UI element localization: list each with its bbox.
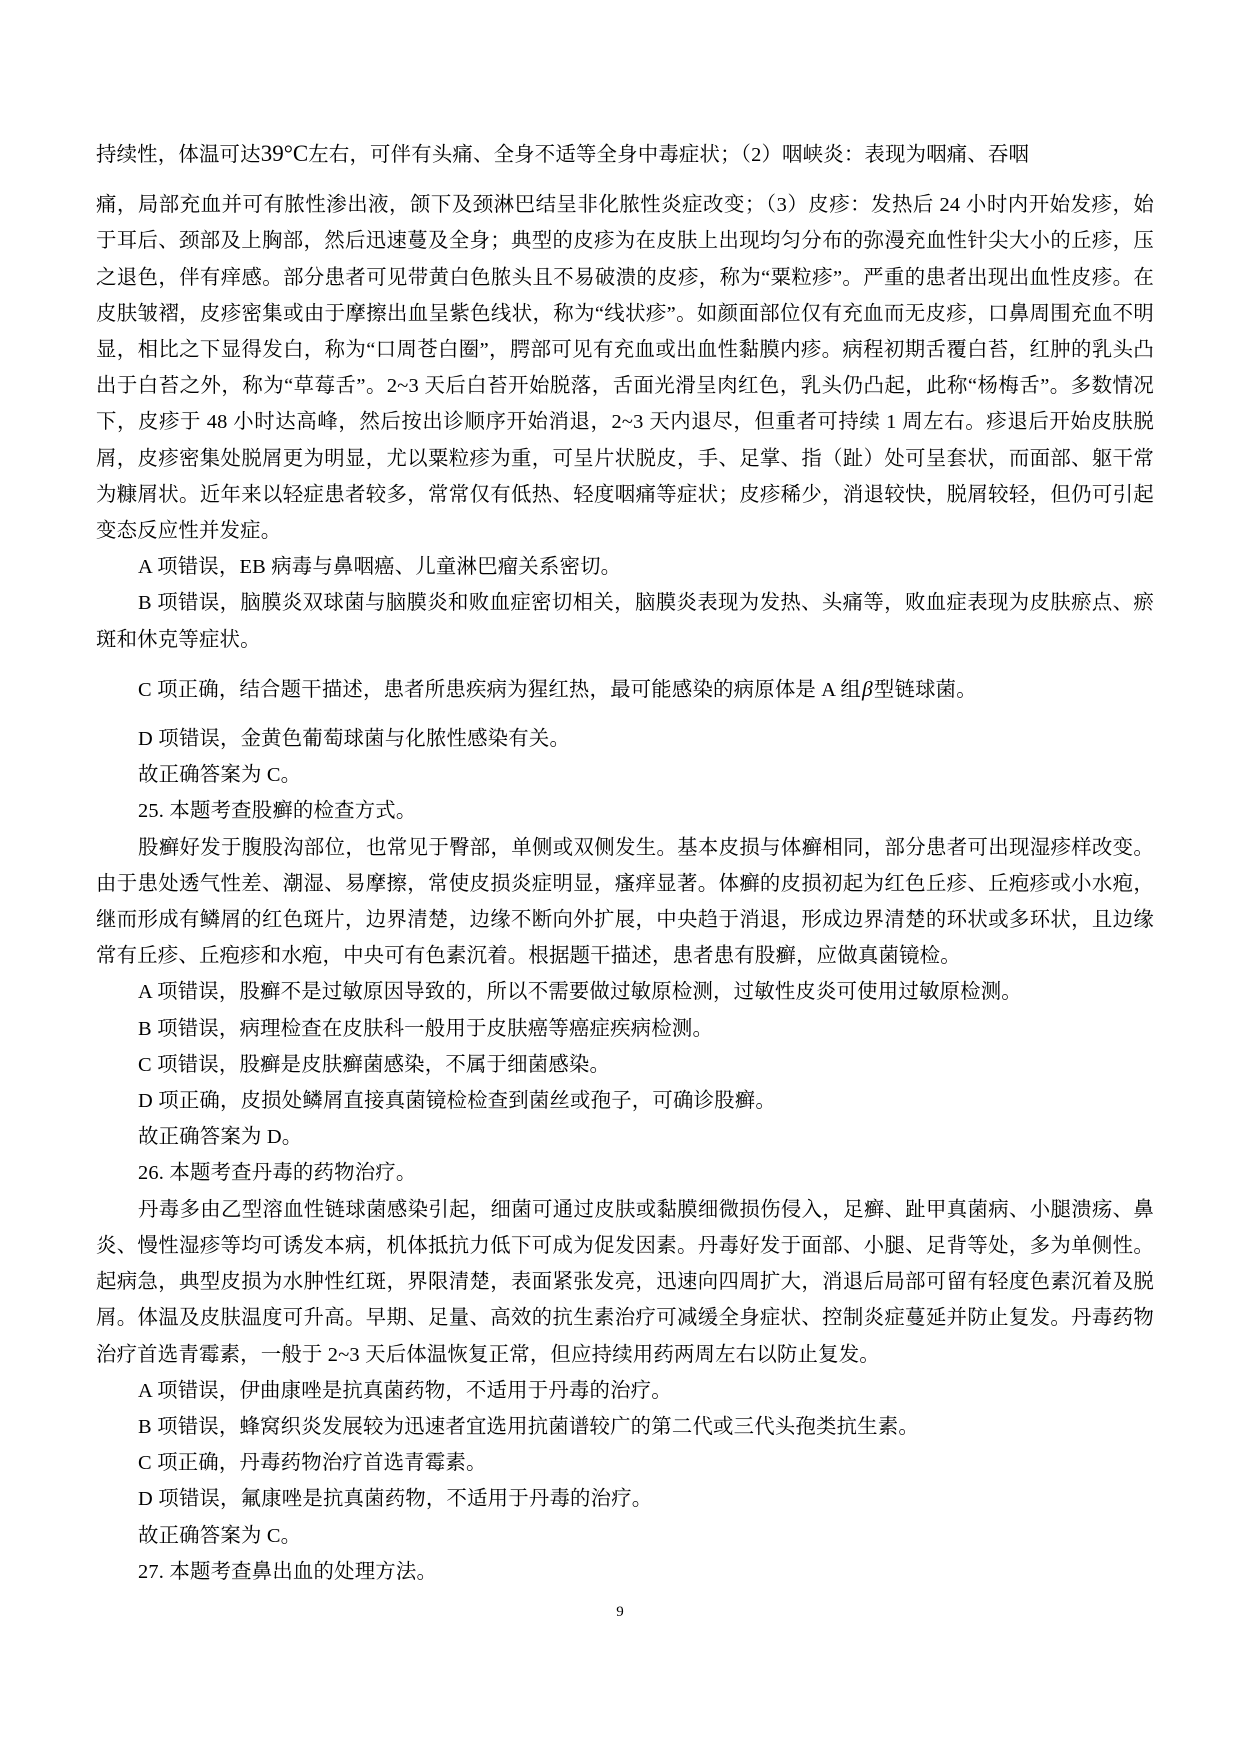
paragraph-scarlet-fever-description: 痛，局部充血并可有脓性渗出液，颌下及颈淋巴结呈非化脓性炎症改变；（3）皮疹：发热后 24 小时内开始发疹，始于耳后、颈部及上胸部，然后迅速蔓及全身；典型的皮疹为在皮肤上出现均匀分布的弥漫充血性针尖大小的丘疹，压之退色，伴有痒感。部分患者可见带黄白色脓头且不易破溃的皮疹，称为“粟粒疹”。严重的患者出现出血性皮疹。在皮肤皱褶，皮疹密集或由于摩擦出血呈紫色线状，称为“线状疹”。如颜面部位仅有充血而无皮疹，口鼻周围充血不明显，相比之下显得发白，称为“口周苍白圈”，腭部可见有充血或出血性黏膜内疹。病程初期舌覆白苔，红肿的乳头凸出于白苔之外，称为“草莓舌”。2~3 天后白苔开始脱落，舌面光滑呈肉红色，乳头仍凸起，此称“杨梅舌”。多数情况下，皮疹于 48 小时达高峰，然后按出诊顺序开始消退，2~3 天内退尽，但重者可持续 1 周左右。疹退后开始皮肤脱屑，皮疹密集处脱屑更为明显，尤以粟粒疹为重，可呈片状脱皮，手、足掌、指（趾）处可呈套状，而面部、躯干常为糠屑状。近年来以轻症患者较多，常常仅有低热、轻度咽痛等症状；皮疹稀少，消退较快，脱屑较轻，但仍可引起变态反应性并发症。 [96, 194, 1154, 543]
beta-symbol: β [861, 676, 873, 701]
answer-line-q24: 故正确答案为 C。 [138, 764, 302, 787]
option-b-explanation-q25: B 项错误，病理检查在皮肤科一般用于皮肤癌等癌症疾病检测。 [138, 1017, 714, 1040]
option-c-text-after: 型链球菌。 [873, 678, 977, 701]
paragraph-text-prefix: 持续性，体温可达 [96, 144, 261, 166]
option-a-explanation-q26: A 项错误，伊曲康唑是抗真菌药物，不适用于丹毒的治疗。 [138, 1379, 672, 1402]
option-c-explanation-q26: C 项正确，丹毒药物治疗首选青霉素。 [138, 1452, 487, 1475]
option-c-explanation-q25: C 项错误，股癣是皮肤癣菌感染，不属于细菌感染。 [138, 1053, 611, 1076]
option-d-explanation-q26: D 项错误，氟康唑是抗真菌药物，不适用于丹毒的治疗。 [138, 1488, 653, 1511]
option-c-explanation-q24 [96, 671, 1154, 708]
question-heading-25: 25. 本题考查股癣的检查方式。 [138, 800, 417, 823]
question-heading-27: 27. 本题考查鼻出血的处理方法。 [138, 1560, 438, 1583]
paragraph-continued-top [96, 136, 1154, 173]
option-b-explanation-q26: B 项错误，蜂窝织炎发展较为迅速者宜选用抗菌谱较广的第二代或三代头孢类抗生素。 [138, 1415, 919, 1438]
answer-line-q26: 故正确答案为 C。 [138, 1524, 302, 1547]
temperature-value: 39°C [260, 141, 309, 166]
paragraph-tinea-cruris-description: 股癣好发于腹股沟部位，也常见于臀部，单侧或双侧发生。基本皮损与体癣相同，部分患者可出现湿疹样改变。由于患处透气性差、潮湿、易摩擦，常使皮损炎症明显，瘙痒显著。体癣的皮损初起为红色丘疹、丘疱疹或小水疱，继而形成有鳞屑的红色斑片，边界清楚，边缘不断向外扩展，中央趋于消退，形成边界清楚的环状或多环状，且边缘常有丘疹、丘疱疹和水疱，中央可有色素沉着。根据题干描述，患者患有股癣，应做真菌镜检。 [96, 836, 1154, 968]
option-a-explanation-q25: A 项错误，股癣不是过敏原因导致的，所以不需要做过敏原检测，过敏性皮炎可使用过敏原检测。 [138, 981, 1022, 1004]
answer-line-q25: 故正确答案为 D。 [138, 1126, 303, 1149]
paragraph-text-suffix: 左右，可伴有头痛、全身不适等全身中毒症状；（2）咽峡炎：表现为咽痛、吞咽 [308, 144, 1030, 166]
paragraph-erysipelas-description: 丹毒多由乙型溶血性链球菌感染引起，细菌可通过皮肤或黏膜细微损伤侵入，足癣、趾甲真菌病、小腿溃疡、鼻炎、慢性湿疹等均可诱发本病，机体抵抗力低下可成为促发因素。丹毒好发于面部、小腿、足背等处，多为单侧性。起病急，典型皮损为水肿性红斑，界限清楚，表面紧张发亮，迅速向四周扩大，消退后局部可留有轻度色素沉着及脱屑。体温及皮肤温度可升高。早期、足量、高效的抗生素治疗可减缓全身症状、控制炎症蔓延并防止复发。丹毒药物治疗首选青霉素，一般于 2~3 天后体温恢复正常，但应持续用药两周左右以防止复发。 [96, 1198, 1154, 1366]
question-heading-26: 26. 本题考查丹毒的药物治疗。 [138, 1162, 417, 1185]
option-a-explanation-q24: A 项错误，EB 病毒与鼻咽癌、儿童淋巴瘤关系密切。 [138, 556, 622, 579]
option-b-explanation-q24: B 项错误，脑膜炎双球菌与脑膜炎和败血症密切相关，脑膜炎表现为发热、头痛等，败血症表现为皮肤瘀点、瘀斑和休克等症状。 [96, 592, 1154, 651]
option-d-explanation-q25: D 项正确，皮损处鳞屑直接真菌镜检检查到菌丝或孢子，可确诊股癣。 [138, 1090, 776, 1113]
option-d-explanation-q24: D 项错误，金黄色葡萄球菌与化脓性感染有关。 [138, 728, 571, 751]
page-number: 9 [616, 1604, 624, 1620]
option-c-text-before: C 项正确，结合题干描述，患者所患疾病为猩红热，最可能感染的病原体是 A 组 [138, 678, 861, 701]
page-number-footer [0, 1604, 1240, 1621]
page-content [96, 136, 1154, 1590]
